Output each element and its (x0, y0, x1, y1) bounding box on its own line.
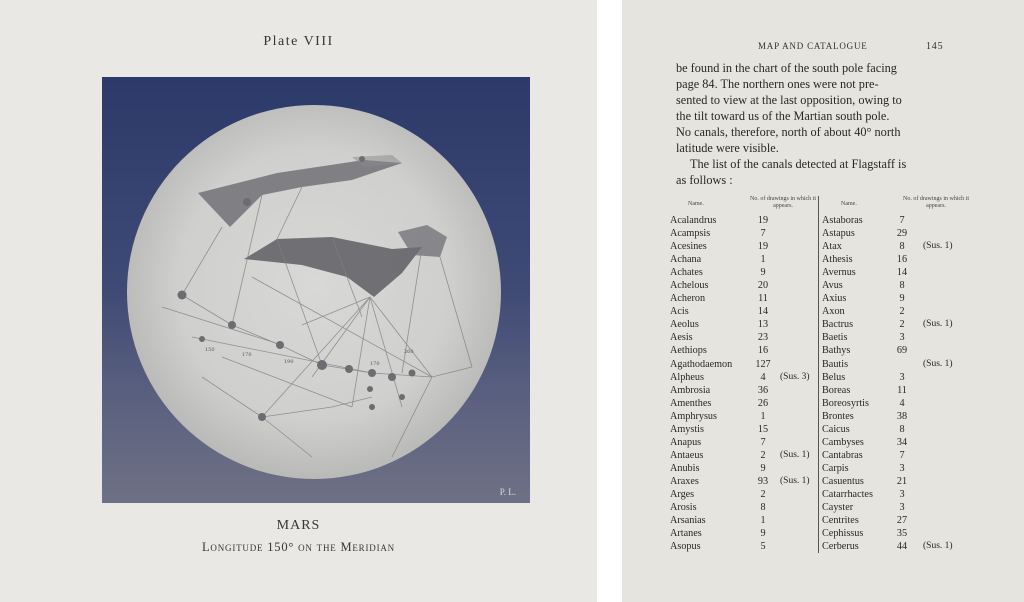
drawing-count: 2 (899, 319, 905, 331)
table-row (819, 240, 968, 253)
drawing-count: 7 (760, 228, 766, 240)
drawing-count: 23 (757, 332, 769, 344)
table-row (819, 540, 968, 553)
text-line: be found in the chart of the south pole facing (676, 61, 897, 75)
table-row (670, 371, 818, 384)
table-row (819, 318, 968, 331)
canal-name: Aeolus (670, 319, 699, 331)
drawing-count: 26 (757, 397, 769, 409)
table-row (819, 344, 968, 357)
drawing-count: 8 (899, 280, 905, 292)
canal-name: Artanes (670, 528, 702, 540)
drawing-count: 5 (760, 541, 766, 553)
drawing-count: 21 (896, 475, 908, 487)
table-row (819, 501, 968, 514)
plate-number: 190 (284, 359, 294, 365)
table-row (819, 397, 968, 410)
text-line: sented to view at the last opposition, owing to (676, 93, 902, 107)
canal-name: Axon (822, 306, 845, 318)
plate-number: 260 (404, 349, 414, 355)
canal-name: Acheron (670, 293, 706, 305)
drawing-count: 11 (758, 293, 768, 305)
table-row (670, 475, 818, 488)
table-row (670, 436, 818, 449)
drawing-count: 8 (899, 423, 905, 435)
canal-name: Belus (822, 371, 846, 383)
drawing-count: 9 (899, 293, 905, 305)
text-line: the tilt toward us of the Martian south pole. (676, 109, 890, 123)
canal-name: Acesines (670, 241, 707, 253)
table-row (819, 527, 968, 540)
header-name: Name. (688, 201, 704, 207)
canal-name: Alpheus (670, 371, 704, 383)
table-row (670, 540, 818, 553)
canal-name: Baetis (822, 332, 848, 344)
canal-name: Arosis (670, 502, 697, 514)
canal-name: Atax (822, 241, 842, 253)
paragraph (676, 156, 951, 188)
text-line: No canals, therefore, north of about 40° north (676, 125, 901, 139)
table-row (670, 227, 818, 240)
table-row (819, 253, 968, 266)
canal-name: Antaeus (670, 449, 704, 461)
canal-name: Amenthes (670, 397, 712, 409)
body-text (676, 60, 951, 188)
canal-name: Cayster (822, 502, 854, 514)
drawing-count: 93 (757, 475, 769, 487)
drawing-count: 8 (899, 241, 905, 253)
canal-name: Cephissus (822, 528, 864, 540)
table-row (819, 423, 968, 436)
table-row (670, 397, 818, 410)
drawing-count: 2 (760, 488, 766, 500)
drawing-count: 3 (899, 462, 905, 474)
text-line: as follows : (676, 173, 733, 187)
drawing-count: 3 (899, 502, 905, 514)
canal-name: Amystis (670, 423, 704, 435)
canal-name: Ambrosia (670, 384, 711, 396)
table-row (670, 253, 818, 266)
canal-name: Bactrus (822, 319, 854, 331)
table-row (819, 371, 968, 384)
canal-name: Avus (822, 280, 843, 292)
table-row (819, 384, 968, 397)
canal-name: Amphrysus (670, 410, 717, 422)
table-row (670, 305, 818, 318)
plate-mark: P. L. (499, 487, 516, 497)
canal-name: Casuentus (822, 475, 864, 487)
canal-name: Anapus (670, 436, 702, 448)
canal-name: Arges (670, 488, 695, 500)
table-header (670, 196, 818, 214)
mars-disk-drawing (102, 77, 530, 503)
table-row (819, 331, 968, 344)
canal-table-left (670, 196, 818, 553)
table-row (819, 358, 968, 371)
table-row (819, 462, 968, 475)
drawing-count: 3 (899, 488, 905, 500)
table-row (670, 410, 818, 423)
caption-subtitle: Longitude 150° on the Meridian (202, 540, 395, 554)
header-count: No. of drawings in which it appears. (750, 196, 816, 209)
canal-name: Cantabras (822, 449, 863, 461)
table-row (670, 514, 818, 527)
drawing-count: 127 (755, 358, 771, 370)
table-row (670, 331, 818, 344)
table-row (670, 462, 818, 475)
text-line: latitude were visible. (676, 141, 779, 155)
canal-name: Aesis (670, 332, 693, 344)
plate-title: Plate VIII (263, 34, 334, 49)
canal-name: Boreosyrtis (822, 397, 869, 409)
canal-name: Acis (670, 306, 689, 318)
canal-name: Achelous (670, 280, 709, 292)
catalogue-page (622, 0, 1024, 602)
drawing-count: 1 (760, 410, 766, 422)
suspected-note: (Sus. 1) (780, 449, 810, 460)
canal-name: Brontes (822, 410, 854, 422)
canal-table-right (818, 196, 968, 553)
canal-name: Avernus (822, 267, 856, 279)
table-row (819, 514, 968, 527)
table-row (670, 344, 818, 357)
drawing-count: 16 (896, 254, 908, 266)
canal-name: Catarrhactes (822, 488, 873, 500)
canal-name: Arsanias (670, 515, 706, 527)
drawing-count: 38 (896, 410, 908, 422)
drawing-count: 14 (896, 267, 908, 279)
canal-name: Acampsis (670, 228, 711, 240)
table-header (819, 196, 968, 214)
caption-title: MARS (276, 518, 321, 533)
suspected-note: (Sus. 1) (923, 541, 953, 552)
table-row (670, 488, 818, 501)
drawing-count: 3 (899, 332, 905, 344)
canal-name: Anubis (670, 462, 700, 474)
drawing-count: 13 (757, 319, 769, 331)
drawing-count: 35 (896, 528, 908, 540)
table-row (670, 384, 818, 397)
drawing-count: 9 (760, 462, 766, 474)
drawing-count: 15 (757, 423, 769, 435)
table-row (819, 449, 968, 462)
table-row (670, 423, 818, 436)
drawing-count: 29 (896, 228, 908, 240)
canal-name: Cerberus (822, 541, 859, 553)
canal-name: Astaboras (822, 215, 863, 226)
canal-name: Cambyses (822, 436, 864, 448)
canal-name: Aethiops (670, 345, 707, 357)
paragraph (676, 60, 951, 156)
canal-name: Achates (670, 267, 703, 279)
drawing-count: 4 (899, 397, 905, 409)
text-line: The list of the canals detected at Flagstaff is (690, 157, 907, 171)
drawing-count: 36 (757, 384, 769, 396)
drawing-count: 19 (757, 215, 769, 226)
drawing-count: 7 (899, 449, 905, 461)
drawing-count: 27 (896, 515, 908, 527)
mars-plate-image (102, 77, 530, 503)
drawing-count: 11 (897, 384, 907, 396)
table-row (670, 266, 818, 279)
table-row (670, 292, 818, 305)
drawing-count: 34 (896, 436, 908, 448)
table-row (670, 279, 818, 292)
table-row (819, 475, 968, 488)
plate-number: 170 (242, 352, 252, 358)
suspected-note: (Sus. 1) (923, 358, 953, 369)
table-row (670, 318, 818, 331)
table-row (670, 501, 818, 514)
canal-name: Achana (670, 254, 702, 266)
canal-name: Axius (822, 293, 847, 305)
table-row (670, 527, 818, 540)
plate-number: 170 (370, 361, 380, 367)
table-row (819, 488, 968, 501)
drawing-count: 16 (757, 345, 769, 357)
suspected-note: (Sus. 1) (780, 475, 810, 486)
drawing-count: 19 (757, 241, 769, 253)
canal-name: Athesis (822, 254, 853, 266)
table-row (819, 305, 968, 318)
canal-name: Agathodaemon (670, 358, 733, 370)
canal-name: Asopus (670, 541, 701, 553)
table-row (819, 410, 968, 423)
plate-number: 150 (205, 347, 215, 353)
canal-name: Astapus (822, 228, 855, 240)
drawing-count: 2 (760, 449, 766, 461)
page-number: 145 (926, 41, 944, 52)
table-row (819, 214, 968, 227)
suspected-note: (Sus. 1) (923, 241, 953, 252)
drawing-count: 1 (760, 254, 766, 266)
canal-name: Bautis (822, 358, 849, 370)
table-row (670, 240, 818, 253)
drawing-count: 9 (760, 267, 766, 279)
canal-name: Boreas (822, 384, 851, 396)
text-line: page 84. The northern ones were not pre- (676, 77, 879, 91)
table-row (819, 227, 968, 240)
drawing-count: 4 (760, 371, 766, 383)
drawing-count: 8 (760, 502, 766, 514)
table-row (670, 214, 818, 227)
drawing-count: 20 (757, 280, 769, 292)
table-row (670, 449, 818, 462)
canal-name: Carpis (822, 462, 849, 474)
header-name: Name. (841, 201, 857, 207)
running-head-title: MAP AND CATALOGUE (758, 41, 868, 51)
drawing-count: 14 (757, 306, 769, 318)
table-row (819, 292, 968, 305)
canal-name: Araxes (670, 475, 699, 487)
drawing-count: 7 (760, 436, 766, 448)
drawing-count: 2 (899, 306, 905, 318)
drawing-count: 69 (896, 345, 908, 357)
drawing-count: 9 (760, 528, 766, 540)
drawing-count: 1 (760, 515, 766, 527)
header-count: No. of drawings in which it appears. (903, 196, 969, 209)
table-row (819, 279, 968, 292)
canal-name: Centrites (822, 515, 859, 527)
canal-name: Acalandrus (670, 215, 717, 226)
canal-name: Bathys (822, 345, 851, 357)
table-row (670, 358, 818, 371)
drawing-count: 3 (899, 371, 905, 383)
table-row (819, 266, 968, 279)
suspected-note: (Sus. 3) (780, 371, 810, 382)
drawing-count: 44 (896, 541, 908, 553)
table-row (819, 436, 968, 449)
suspected-note: (Sus. 1) (923, 319, 953, 330)
drawing-count: 7 (899, 215, 905, 226)
canal-name: Caicus (822, 423, 850, 435)
